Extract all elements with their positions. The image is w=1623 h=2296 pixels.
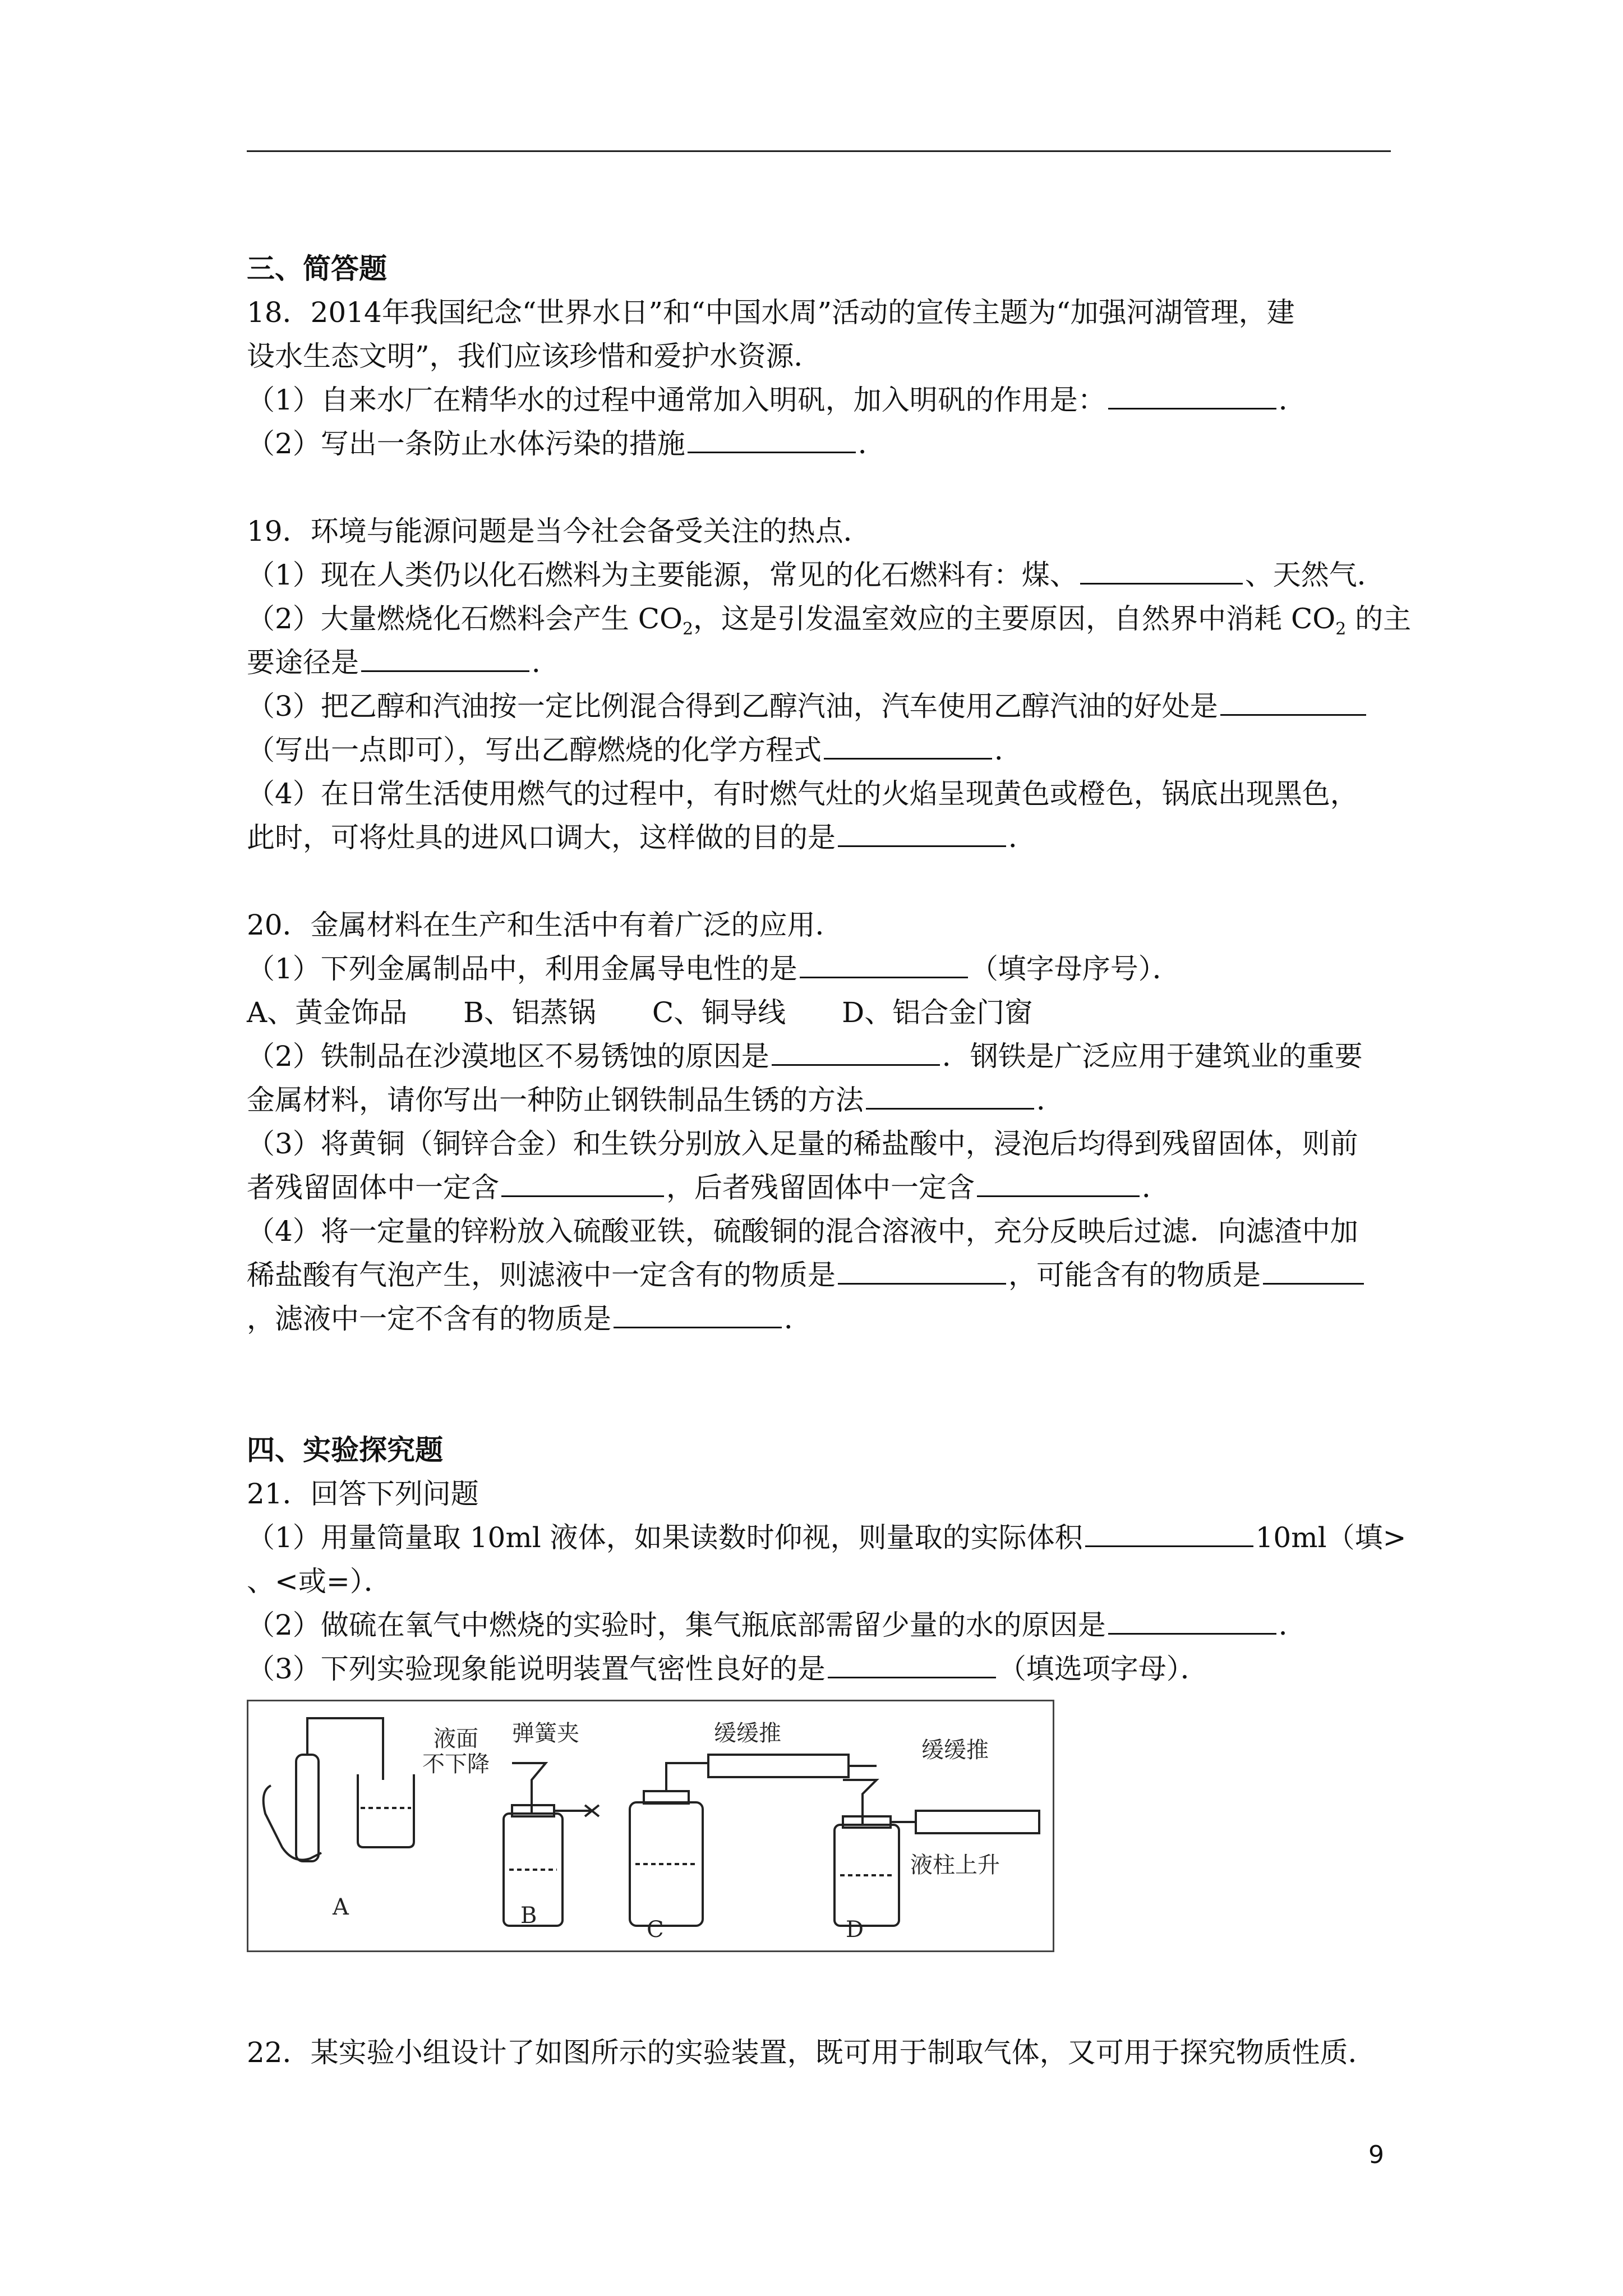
answer-blank[interactable] (866, 1082, 1034, 1110)
page-content (247, 247, 1412, 2074)
answer-blank[interactable] (772, 1038, 940, 1066)
answer-blank[interactable] (828, 1651, 996, 1678)
q19-part3: （3）把乙醇和汽油按一定比例混合得到乙醇汽油，汽车使用乙醇汽油的好处是 (247, 684, 1391, 728)
q20-part4: （4）将一定量的锌粉放入硫酸亚铁，硫酸铜的混合溶液中，充分反映后过滤．向滤渣中加 (247, 1215, 1358, 1248)
answer-blank[interactable] (501, 1170, 664, 1197)
q18-part1: （1）自来水厂在精华水的过程中通常加入明矾，加入明矾的作用是： ． (247, 378, 1391, 422)
q19-part3-cont: （写出一点即可），写出乙醇燃烧的化学方程式 ． (247, 728, 1391, 772)
answer-blank[interactable] (838, 820, 1006, 847)
q19-part2-cont: 要途径是 ． (247, 641, 1391, 684)
figure-text: 液柱上升 (910, 1852, 1000, 1878)
q18-part2: （2）写出一条防止水体污染的措施 ． (247, 422, 1391, 466)
section-title: 三、简答题 (247, 252, 387, 285)
q20-part4-cont2: ，滤液中一定不含有的物质是 ． (247, 1297, 1391, 1341)
figure-label: A (333, 1894, 349, 1920)
answer-blank[interactable] (800, 951, 968, 978)
apparatus-drawing (248, 1701, 1053, 1950)
section-title: 四、实验探究题 (247, 1434, 443, 1466)
q21-part2: （2）做硫在氧气中燃烧的实验时，集气瓶底部需留少量的水的原因是 ． (247, 1603, 1391, 1647)
q20-part4-cont: 稀盐酸有气泡产生，则滤液中一定含有的物质是 ，可能含有的物质是 (247, 1253, 1391, 1297)
figure-label: C (647, 1917, 664, 1943)
answer-blank[interactable] (1263, 1257, 1364, 1285)
q18-stem-cont: 设水生态文明”，我们应该珍惜和爱护水资源． (247, 340, 822, 372)
q21-part1: （1）用量筒量取 10ml 液体，如果读数时仰视，则量取的实际体积 10ml（填> (247, 1516, 1391, 1559)
answer-blank[interactable] (1220, 688, 1366, 716)
q19-part4-cont: 此时，可将灶具的进风口调大，这样做的目的是 ． (247, 816, 1391, 859)
figure-text: 液面 (434, 1726, 478, 1752)
q20-options: A、黄金饰品 B、铝蒸锅 C、铜导线 D、铝合金门窗 (247, 996, 1033, 1029)
q20-part3-cont: 者残留固体中一定含 ，后者残留固体中一定含 ． (247, 1166, 1391, 1209)
q20-part2-cont: 金属材料，请你写出一种防止钢铁制品生锈的方法 ． (247, 1078, 1391, 1122)
answer-blank[interactable] (1108, 1607, 1276, 1635)
answer-blank[interactable] (1080, 557, 1243, 585)
figure-label: D (846, 1917, 864, 1943)
q20-part1: （1）下列金属制品中，利用金属导电性的是 （填字母序号）． (247, 947, 1391, 991)
q20-stem: 20．金属材料在生产和生活中有着广泛的应用． (247, 909, 843, 941)
q19-part2: （2）大量燃烧化石燃料会产生 $CO_2$，这是引发温室效应的主要原因，自然界中消耗 $CO_2$ 的主 (247, 602, 1412, 639)
q21-stem: 21．回答下列问题 (247, 1478, 479, 1510)
q19-part4: （4）在日常生活使用燃气的过程中，有时燃气灶的火焰呈现黄色或橙色，锅底出现黑色， (247, 777, 1358, 810)
q19-part1: （1）现在人类仍以化石燃料为主要能源，常见的化石燃料有：煤、 、天然气． (247, 553, 1391, 597)
answer-blank[interactable] (838, 1257, 1006, 1285)
q21-part3: （3）下列实验现象能说明装置气密性良好的是 （填选项字母）． (247, 1647, 1391, 1691)
q19-stem: 19．环境与能源问题是当今社会备受关注的热点． (247, 515, 872, 547)
apparatus-figure (247, 1700, 1054, 1952)
answer-blank[interactable] (688, 426, 856, 453)
answer-blank[interactable] (977, 1170, 1140, 1197)
q22-stem: 22．某实验小组设计了如图所示的实验装置，既可用于制取气体，又可用于探究物质性质． (247, 2036, 1376, 2069)
page-number: 9 (1368, 2141, 1384, 2169)
figure-text: 缓缓推 (921, 1737, 989, 1763)
header-rule (247, 150, 1391, 152)
answer-blank[interactable] (614, 1301, 782, 1328)
answer-blank[interactable] (824, 732, 992, 760)
figure-text: 不下降 (422, 1751, 490, 1777)
answer-blank[interactable] (361, 645, 529, 672)
q20-part2: （2）铁制品在沙漠地区不易锈蚀的原因是 ．钢铁是广泛应用于建筑业的重要 (247, 1034, 1391, 1078)
figure-text: 弹簧夹 (512, 1720, 579, 1746)
answer-blank[interactable] (1108, 382, 1276, 409)
figure-label: B (520, 1903, 537, 1929)
figure-text: 缓缓推 (714, 1720, 781, 1746)
q20-part3: （3）将黄铜（铜锌合金）和生铁分别放入足量的稀盐酸中，浸泡后均得到残留固体，则前 (247, 1128, 1358, 1160)
q18-stem: 18．2014年我国纪念“世界水日”和“中国水周”活动的宣传主题为“加强河湖管理，建 (247, 296, 1295, 329)
answer-blank[interactable] (1085, 1520, 1253, 1547)
q21-part1-cont: 、<或=）． (247, 1565, 392, 1598)
